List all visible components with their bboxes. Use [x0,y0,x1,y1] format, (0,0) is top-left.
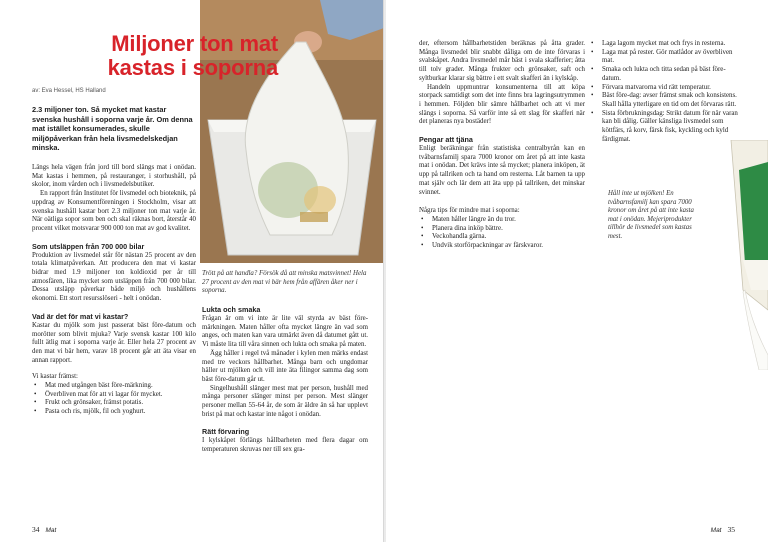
photo-caption: Trött på att handla? Försök då att minska matsvinnet! Hela 27 procent av den mat vi bär hem från affären åker ner i soporna. [202,270,367,295]
page-number: 35 [727,525,735,534]
column-1 [32,164,196,417]
pull-quote: Håll inte ut mjölken! En tvåbarnsfamilj kan spara 7000 kronor om året på att inte kasta mat i onödan. Mejeriprodukter tillhör de livsmedel som kastas mest. [608,190,694,240]
subheading: Lukta och smaka [202,305,261,314]
paragraph: Ägg håller i regel två månader i kylen men märks endast med tre veckors hållbarhet. Många barn och ungdomar häller ut mjölken och vill inte äta filingor samma dag som bäst före-datum går ut. [202,349,368,383]
paragraph: der, eftersom hållbarhetstiden beräknas på åtta grader. Många livsmedel blir snabbt dåliga om de inte förvaras i svalskåpet. Andra livsmedel mår bäst i svala skafferier; åtta till tolv grader. Många frukter och grönsaker, saft och syltburkar klarar sig bättre i ett svalt skafferi än i kylskåp. [419,40,585,82]
paragraph: Kastar du mjölk som just passerat bäst före-datum och morötter som blivit mjuka? Varje svensk kastar 100 kilo fullt ätlig mat i soporna varje år. Eller hela 27 procent av den mat vi bär hem, varav 18 procent går att äta visar en annan rapport. [32,321,196,364]
list-item: • Bäst före-dag: avser främst smak och konsistens. Skall hålla ytterligare en tid om det förvaras rätt. [589,92,741,109]
paragraph: Singelhushåll slänger mest mat per person, hushåll med många personer slänger minst per person. Mest slänger personer mellan 55-64 år, de som är äldre än så har upplevt brist på mat och kastar inte något i onödan. [202,384,368,418]
lead-paragraph: 2.3 miljoner ton. Så mycket mat kastar svenska hushåll i soporna varje år. Om denna mat istället konsumerades, skulle miljöpåverkan från hela livsmedelskedjan minska. [32,105,193,153]
paragraph: Längs hela vägen från jord till bord slängs mat i onödan. Mat kastas i hemmen, på restauranger, i storhushåll, på skolor, inom vården och i livsmedelsbutiker. [32,164,196,189]
column-3 [419,40,585,251]
subheading: Rätt förvaring [202,427,250,437]
list-item: • Maten håller längre än du tror. [419,216,585,225]
list-item: • Mat med utgången bäst före-märkning. [32,382,196,391]
title-line-1: Miljoner ton mat [111,31,278,56]
list-item: • Undvik storförpackningar av färskvaror. [419,242,585,251]
paragraph: Produktion av livsmedel står för nästan 25 procent av den totala klimatpåverkan. Att producera den mat vi kastar bidrar med 1.9 miljoner ton koldioxid per år till atmosfären, lika mycket som utsläppen från 700 000 bilar. Dessa utsläpp påverkar både miljö och hushållens ekonomi. Ett stort resursslöseri - helt i onödan. [32,251,196,303]
list [419,216,585,251]
paragraph: Några tips för mindre mat i soporna: [419,207,520,215]
paragraph: Handeln uppmuntrar konsumenterna till att köpa storpack samtidigt som det inte finns bra lagringsutrymmen i hemmen. Följden blir sämre hållbarhet och att vi mer slängs i soporna. Så varför inte så ett slag för skafferi när det planeras nya bostäder! [419,83,585,126]
page-folio-right [705,525,735,534]
milk-carton-illustration [725,140,768,370]
list-item: • Laga lagom mycket mat och frys in resterna. [589,40,741,49]
list-item: • Veckohandla gärna. [419,233,585,242]
column-2 [202,305,368,455]
list-item: • Frukt och grönsaker, främst potatis. [32,399,196,408]
paragraph: Frågan är om vi inte är lite väl styrda av bäst före-märkningen. Maten håller ofta mycket längre än vad som anges, och maten kan vara utmärkt även då datumet gått ut. Vi måste lita till våra sinnen och lukta och smaka på maten. [202,315,368,349]
byline: av: Eva Hessel, HS Halland [32,88,106,94]
column-4 [589,40,741,144]
subheading: Pengar att tjäna [419,135,473,145]
list-item: • Överbliven mat för att vi lagar för mycket. [32,391,196,400]
section-name: Mat [710,527,722,534]
page-folio-left [32,525,56,534]
list-item: • Pasta och ris, mjölk, fil och yoghurt. [32,408,196,417]
paragraph: En rapport från Institutet för livsmedel och bioteknik, på uppdrag av Konsumentföreningen i Stockholm, visar att svenska hushåll kastar bort 2.3 miljoner ton mat varje år. När oätliga sopor som ben och skal räknas bort, återstår 40 procent vilket motsvarar 900 000 ton mat av god kvalitet. [32,190,196,232]
section-name: Mat [45,527,57,534]
title-line-2: kastas i soporna [107,55,278,80]
paragraph: Vi kastar främst: [32,373,78,381]
list-item: • Planera dina inköp bättre. [419,225,585,234]
subheading: Som utsläppen från 700 000 bilar [32,241,145,251]
tips-list [589,40,741,144]
list-item: • Smaka och lukta och titta sedan på bäst före-datum. [589,66,741,83]
list-item: • Laga mat på rester. Gör matlådor av överbliven mat. [589,49,741,66]
paragraph: Enligt beräkningar från statistiska centralbyrån kan en tvåbarnsfamilj spara 7000 kronor om året på att inte kasta mat i onödan. Det krävs inte så mycket; planera inköpen, ät upp på tallriken och ta hand om resterna. Låt barnen ta upp mat själv och lär dem att äta upp på tallriken, det minskar svinnet. [419,145,585,196]
list-item: • Sista förbrukningsdag: Strikt datum för när varan kan bli dålig. Gäller känsliga livsmedel som köttfärs, rå korv, färsk fisk, kyckling och kyld färdigmat. [589,110,741,145]
subheading: Vad är det för mat vi kastar? [32,311,129,321]
right-page [386,0,768,542]
milk-carton-photo [725,140,768,370]
article-title [28,32,278,80]
list-item: • Förvara matvarorna vid rätt temperatur. [589,84,741,93]
page-number: 34 [32,525,40,534]
paragraph: I kylskåpet förlängs hållbarheten med flera dagar om temperaturen skruvas ner till sex gra- [202,437,368,454]
list [32,382,196,417]
